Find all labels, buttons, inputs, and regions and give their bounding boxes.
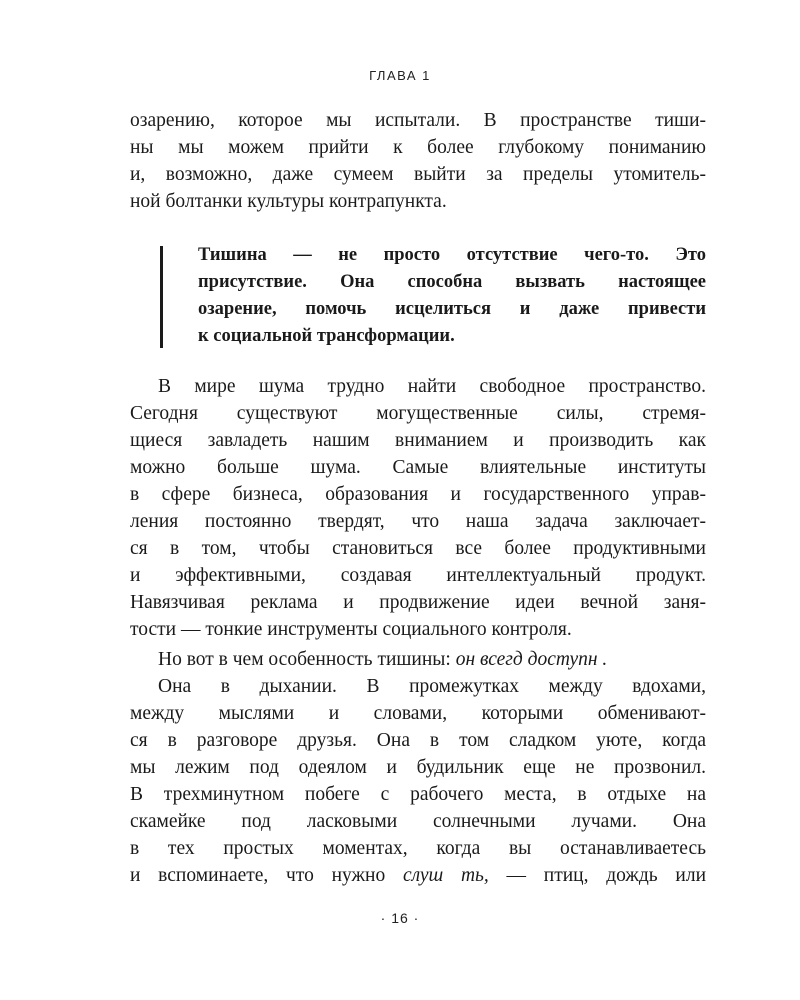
text-run: и вспоминаете, что нужно: [130, 865, 403, 886]
text-run: — птиц, дождь или: [488, 865, 707, 886]
text-line: [130, 862, 706, 889]
text-line: ной болтанки культуры контрапункта.: [130, 191, 447, 212]
running-head-chapter: ГЛАВА 1: [369, 68, 431, 83]
paragraph-4: [130, 673, 706, 889]
text-line: между мыслями и словами, которыми обменивают-: [130, 703, 706, 724]
page-number: · 16 ·: [380, 910, 420, 926]
text-line: можно больше шума. Самые влиятельные институты: [130, 457, 706, 478]
text-line: озарению, которое мы испытали. В пространстве тиши-: [130, 110, 706, 131]
text-line: ся в разговоре друзья. Она в том сладком уюте, когда: [130, 730, 706, 751]
paragraph-2: [130, 373, 706, 643]
pullquote-line: присутствие. Она способна вызвать настоящее: [198, 272, 706, 292]
pullquote-line: озарение, помочь исцелиться и даже привести: [198, 299, 706, 319]
emphasis-text: он всегд доступн .: [455, 649, 608, 670]
text-line: Она в дыхании. В промежутках между вдохами,: [158, 676, 706, 697]
text-line: мы лежим под одеялом и будильник еще не прозвонил.: [130, 757, 706, 778]
text-line: и, возможно, даже сумеем выйти за пределы утомитель-: [130, 164, 706, 185]
text-line: В мире шума трудно найти свободное пространство.: [158, 376, 706, 397]
text-line: скамейке под ласковыми солнечными лучами. Она: [130, 811, 706, 832]
paragraph-1: [130, 107, 706, 215]
paragraph-3: [130, 646, 706, 673]
text-line: Навязчивая реклама и продвижение идеи вечной заня-: [130, 592, 706, 613]
text-line: ления постоянно твердят, что наша задача заключает-: [130, 511, 706, 532]
emphasis-text: слуш ть,: [402, 865, 489, 886]
pullquote-line: к социальной трансформации.: [198, 326, 455, 346]
pullquote-line: Тишина — не просто отсутствие чего-то. Это: [198, 245, 706, 265]
pullquote-rule: [160, 246, 163, 348]
text-line: [130, 646, 706, 673]
text-line: Сегодня существуют могущественные силы, стремя-: [130, 403, 706, 424]
pullquote-text: [198, 242, 706, 350]
text-line: в сфере бизнеса, образования и государственного управ-: [130, 484, 706, 505]
text-run: Но вот в чем особенность тишины:: [158, 649, 456, 670]
text-line: ся в том, чтобы становиться все более продуктивными: [130, 538, 706, 559]
text-line: щиеся завладеть нашим вниманием и производить как: [130, 430, 706, 451]
text-line: в тех простых моментах, когда вы останавливаетесь: [130, 838, 706, 859]
text-line: В трехминутном побеге с рабочего места, в отдыхе на: [130, 784, 706, 805]
text-line: и эффективными, создавая интеллектуальный продукт.: [130, 565, 706, 586]
text-line: тости — тонкие инструменты социального контроля.: [130, 619, 572, 640]
pullquote: [158, 242, 706, 348]
text-line: ны мы можем прийти к более глубокому пониманию: [130, 137, 706, 158]
